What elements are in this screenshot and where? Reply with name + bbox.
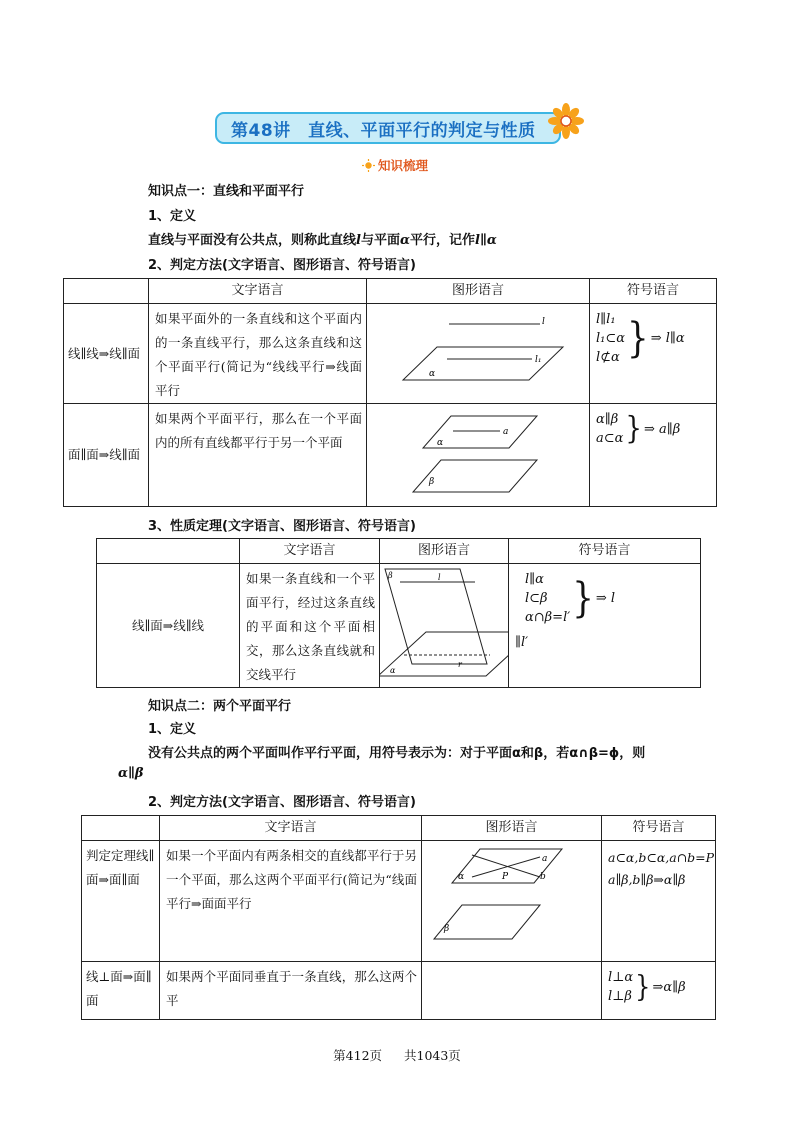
- table-line-plane-judgement: [63, 278, 717, 507]
- subtitle-text: 知识梳理: [378, 158, 429, 173]
- def-prefix: 直线与平面没有公共点，则称此直线: [148, 233, 357, 248]
- fig-label-l1: l₁: [535, 355, 542, 365]
- kp1-definition: [148, 229, 497, 248]
- fig-label-p: P: [502, 872, 509, 882]
- table-header-row: [64, 279, 717, 304]
- fig-label-alpha: α: [390, 666, 396, 675]
- section3-heading: 3、性质定理(文字语言、图形语言、符号语言): [148, 519, 416, 534]
- sym-line: l⊂β: [525, 591, 548, 606]
- fig-label-b: b: [540, 872, 546, 882]
- sym-line: α∩β=l′: [525, 610, 571, 625]
- figure-plane-intersection: [380, 564, 508, 684]
- sym-line: a⊂α,b⊂α,a∩b=P: [608, 850, 715, 865]
- section-subtitle: [362, 156, 428, 174]
- fig-label-alpha: α: [437, 438, 444, 448]
- sym-line: l⊥β: [608, 989, 632, 1004]
- fig-label-alpha: α: [429, 369, 436, 379]
- sym-result: ⇒α∥β: [652, 979, 686, 995]
- sym-line: l₁⊂α: [596, 331, 626, 346]
- kp2-judge-heading: 2、判定方法(文字语言、图形语言、符号语言): [148, 795, 416, 810]
- fig-label-alpha: α: [458, 872, 465, 882]
- header-graphic-lang: 图形语言: [380, 539, 509, 564]
- kp2-def-heading: 1、定义: [148, 722, 197, 737]
- table-row: [64, 304, 717, 404]
- table-row: [82, 841, 716, 962]
- row-symbol: [590, 404, 717, 507]
- row-name: 线∥线⇒线∥面: [64, 304, 149, 404]
- header-graphic-lang: 图形语言: [367, 279, 590, 304]
- row-name: 判定定理线∥面⇒面∥面: [82, 841, 160, 962]
- row-symbol: [602, 841, 716, 962]
- brace-icon: }: [635, 970, 651, 1004]
- sym-line: a⊂α: [596, 431, 624, 446]
- row-figure: [422, 841, 602, 962]
- header-empty: [82, 816, 160, 841]
- row-text: 如果一个平面内有两条相交的直线都平行于另一个平面，那么这两个平面平行(简记为“线面平行⇒面面平行: [160, 841, 422, 962]
- sym-result: ⇒ l∥α: [650, 331, 685, 346]
- table-row: [97, 564, 701, 688]
- sym-line: l⊄α: [596, 350, 620, 365]
- sym-result: ⇒ l: [595, 591, 616, 606]
- row-figure: [367, 304, 590, 404]
- fig-label-beta: β: [388, 571, 393, 580]
- def-tail: α∥β: [118, 766, 144, 781]
- kp2-definition: 没有公共点的两个平面叫作平行平面，用符号表示为：对于平面α和β，若α∩β=ϕ，则: [148, 746, 646, 761]
- def-notation: l∥α: [475, 233, 497, 248]
- table-plane-plane-judgement: [81, 815, 716, 1020]
- sym-tail: ∥l′: [515, 635, 529, 650]
- sym-line: l⊥α: [608, 970, 634, 985]
- fig-label-l: l: [542, 317, 545, 327]
- row-figure-empty: [422, 962, 602, 1020]
- row-text: 如果两个平面平行，那么在一个平面内的所有直线都平行于另一个平面: [149, 404, 367, 507]
- chapter-title: 第48讲 直线、平面平行的判定与性质: [231, 120, 536, 141]
- row-name: 线∥面⇒线∥线: [97, 564, 240, 688]
- row-symbol: [590, 304, 717, 404]
- table-row: [64, 404, 717, 507]
- sym-line: l∥l₁: [596, 312, 616, 327]
- kp1-heading: 知识点一：直线和平面平行: [148, 184, 305, 199]
- table-line-plane-property: [96, 538, 701, 688]
- row-symbol: [509, 564, 701, 688]
- figure-line-parallel-plane: [367, 304, 588, 400]
- sym-line: α∥β: [596, 412, 619, 427]
- page-number: 第412页: [333, 1048, 383, 1063]
- def-l: l: [356, 233, 361, 248]
- def-mid: 与平面: [360, 233, 400, 248]
- row-figure: [367, 404, 590, 507]
- header-symbol-lang: 符号语言: [590, 279, 717, 304]
- fig-label-a: a: [503, 427, 509, 437]
- sym-line: l∥α: [525, 572, 544, 587]
- sym-result: ⇒ a∥β: [643, 421, 681, 437]
- flower-icon: [548, 103, 584, 139]
- row-name: 面∥面⇒线∥面: [64, 404, 149, 507]
- header-symbol-lang: 符号语言: [509, 539, 701, 564]
- table-header-row: [97, 539, 701, 564]
- sym-line: a∥β,b∥β⇒α∥β: [608, 872, 686, 887]
- table-row: [82, 962, 716, 1020]
- sun-icon: [362, 159, 375, 172]
- brace-icon: }: [625, 411, 642, 447]
- kp2-heading: 知识点二：两个平面平行: [148, 699, 292, 714]
- brace-icon: }: [627, 314, 649, 363]
- chapter-banner: [215, 112, 561, 144]
- row-text: 如果两个平面同垂直于一条直线，那么这两个平: [160, 962, 422, 1020]
- header-text-lang: 文字语言: [240, 539, 380, 564]
- table-header-row: [82, 816, 716, 841]
- row-text: 如果一条直线和一个平面平行，经过这条直线的平面和这个平面相交，那么这条直线就和交线平行: [240, 564, 380, 688]
- figure-two-planes: [422, 841, 602, 959]
- header-graphic-lang: 图形语言: [422, 816, 602, 841]
- header-symbol-lang: 符号语言: [602, 816, 716, 841]
- fig-label-l: l: [438, 573, 441, 582]
- fig-label-a: a: [542, 854, 548, 864]
- def-alpha: α: [399, 233, 410, 248]
- fig-label-r: r: [458, 660, 462, 669]
- page-total: 共1043页: [404, 1048, 461, 1063]
- row-figure: [380, 564, 509, 688]
- figure-plane-parallel-line: [367, 404, 588, 504]
- header-empty: [64, 279, 149, 304]
- header-text-lang: 文字语言: [160, 816, 422, 841]
- row-symbol: [602, 962, 716, 1020]
- def-suffix: 平行，记作: [410, 233, 476, 248]
- kp1-judge-heading: 2、判定方法(文字语言、图形语言、符号语言): [148, 258, 416, 273]
- kp2-definition-tail: [118, 766, 144, 781]
- page-footer: [0, 1046, 794, 1064]
- fig-label-beta: β: [444, 924, 450, 934]
- header-empty: [97, 539, 240, 564]
- header-text-lang: 文字语言: [149, 279, 367, 304]
- kp1-def-heading: 1、定义: [148, 209, 197, 224]
- brace-icon: }: [572, 574, 594, 623]
- row-name: 线⊥面⇒面∥面: [82, 962, 160, 1020]
- row-text: 如果平面外的一条直线和这个平面内的一条直线平行，那么这条直线和这个平面平行(简记为“线线平行⇒线面平行: [149, 304, 367, 404]
- fig-label-beta: β: [429, 477, 435, 487]
